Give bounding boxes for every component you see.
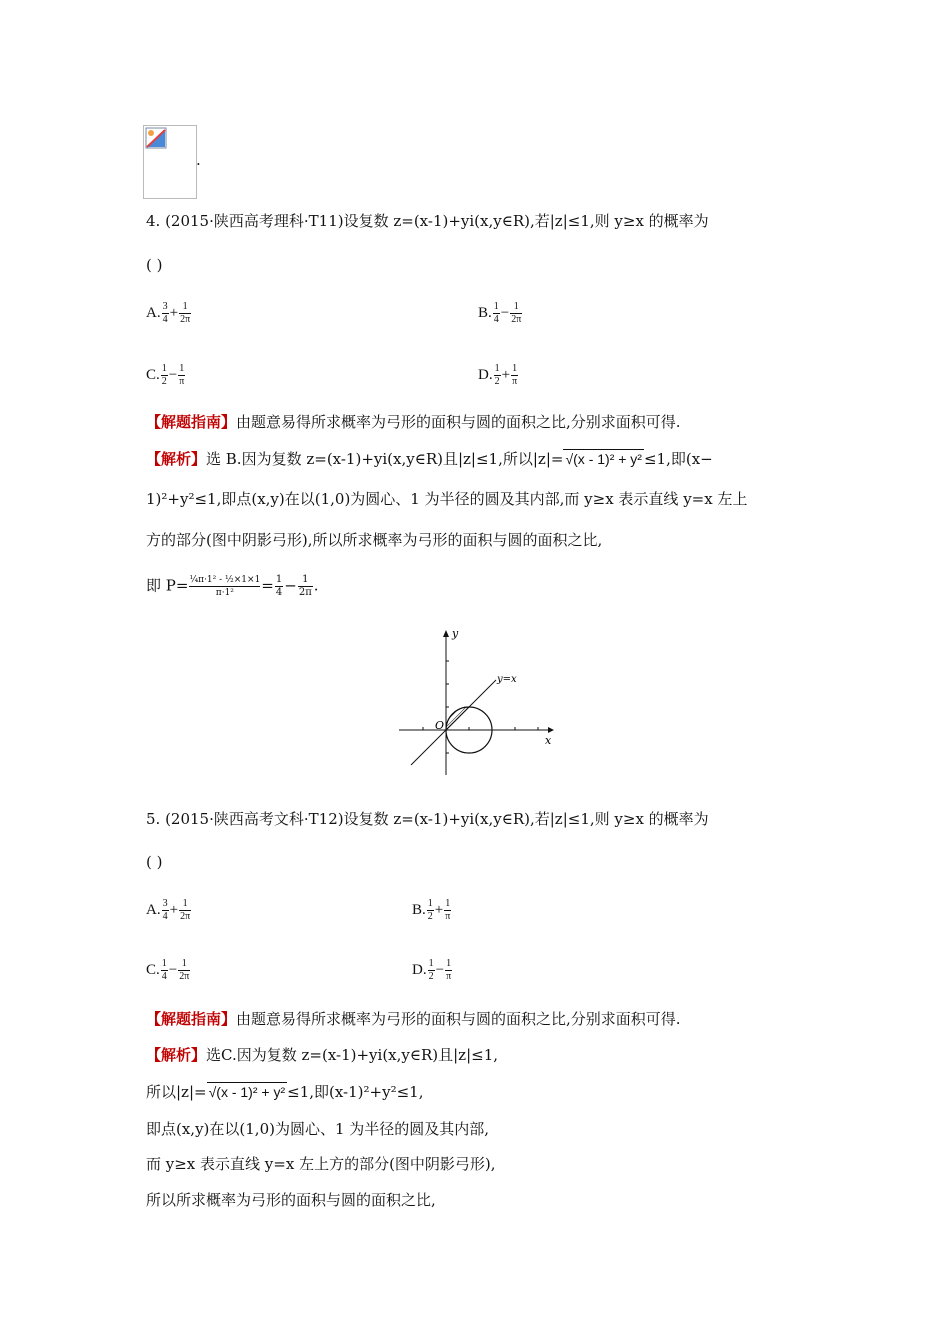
q4-sqrt: √(x - 1)² + y² [565,451,642,467]
q4-guide [146,412,681,432]
axis-ticks [423,661,538,753]
q5-guide-tag: 【解题指南】 [146,1010,237,1028]
x-axis-label: x [545,734,552,747]
q4-option-d: D. $\frac{1}{2}$ + $\frac{1}{\pi}$ [478,363,518,387]
line-y-equals-x [411,680,496,765]
q4-option-c: C. $\frac{1}{2}$ − $\frac{1}{\pi}$ [146,363,185,387]
q4-analysis-line1: 【解析】选 B.因为复数 z=(x-1)+yi(x,y∈R)且|z|≤1,所以|z|= √(x - 1)² + y² ≤1,即(x− [146,450,713,468]
q5-analysis-line4: 而 y≥x 表示直线 y=x 左上方的部分(图中阴影弓形), [146,1155,496,1173]
broken-image [143,125,197,199]
q5-option-c: C. $\frac{1}{4}$ − $\frac{1}{2\pi}$ [146,958,190,982]
y-axis-arrow [443,630,449,637]
q4-analysis-tag: 【解析】 [146,450,207,468]
q5-option-d: D. $\frac{1}{2}$ − $\frac{1}{\pi}$ [412,958,452,982]
y-axis-label: y [452,627,459,640]
q5-analysis-line3: 即点(x,y)在以(1,0)为圆心、1 为半径的圆及其内部, [146,1120,490,1138]
q5-sqrt: √(x - 1)² + y² [208,1084,286,1100]
q4-paren: ( ) [146,256,163,274]
origin-label: O [435,719,445,732]
q5-analysis-line2: 所以|z|= √(x - 1)² + y² ≤1,即(x-1)²+y²≤1, [146,1083,424,1101]
q4-analysis-line2: 1)²+y²≤1,即点(x,y)在以(1,0)为圆心、1 为半径的圆及其内部,而 y≥x 表示直线 y=x 左上 [146,490,748,508]
q4-formula: 即 P= $\frac{\text{¼π·1² - ½×1×1}}{\text{π·1²}}$ = $\frac{1}{4}$ − $\frac{1}{2\pi}$ . [146,574,319,598]
q5-analysis-line1: 【解析】选C.因为复数 z=(x-1)+yi(x,y∈R)且|z|≤1, [146,1046,499,1064]
line-label: y=x [497,674,517,685]
q4-option-a: A. $\frac{3}{4}$ + $\frac{1}{2\pi}$ [146,301,191,325]
q5-stem: 5. (2015·陕西高考文科·T12)设复数 z=(x-1)+yi(x,y∈R),若|z|≤1,则 y≥x 的概率为 [146,810,709,828]
trailing-dot: . [196,151,201,169]
q5-paren: ( ) [146,853,163,871]
q4-analysis-line3: 方的部分(图中阴影弓形),所以所求概率为弓形的面积与圆的面积之比, [146,531,603,549]
q4-stem: 4. (2015·陕西高考理科·T11)设复数 z=(x-1)+yi(x,y∈R),若|z|≤1,则 y≥x 的概率为 [146,212,709,230]
x-axis-arrow [548,727,554,733]
broken-image-icon [145,127,167,149]
q4-guide-tag: 【解题指南】 [146,413,237,431]
unit-circle-figure [395,625,565,785]
q5-guide [146,1009,681,1029]
q5-analysis-line5: 所以所求概率为弓形的面积与圆的面积之比, [146,1191,436,1209]
q4-guide-text: 由题意易得所求概率为弓形的面积与圆的面积之比,分别求面积可得. [236,413,681,431]
q4-option-b: B. $\frac{1}{4}$ − $\frac{1}{2\pi}$ [478,301,522,325]
q5-analysis-tag: 【解析】 [146,1046,207,1064]
q5-option-a: A. $\frac{3}{4}$ + $\frac{1}{2\pi}$ [146,898,191,922]
q5-option-b: B. $\frac{1}{2}$ + $\frac{1}{\pi}$ [412,898,451,922]
q5-guide-text: 由题意易得所求概率为弓形的面积与圆的面积之比,分别求面积可得. [236,1010,681,1028]
